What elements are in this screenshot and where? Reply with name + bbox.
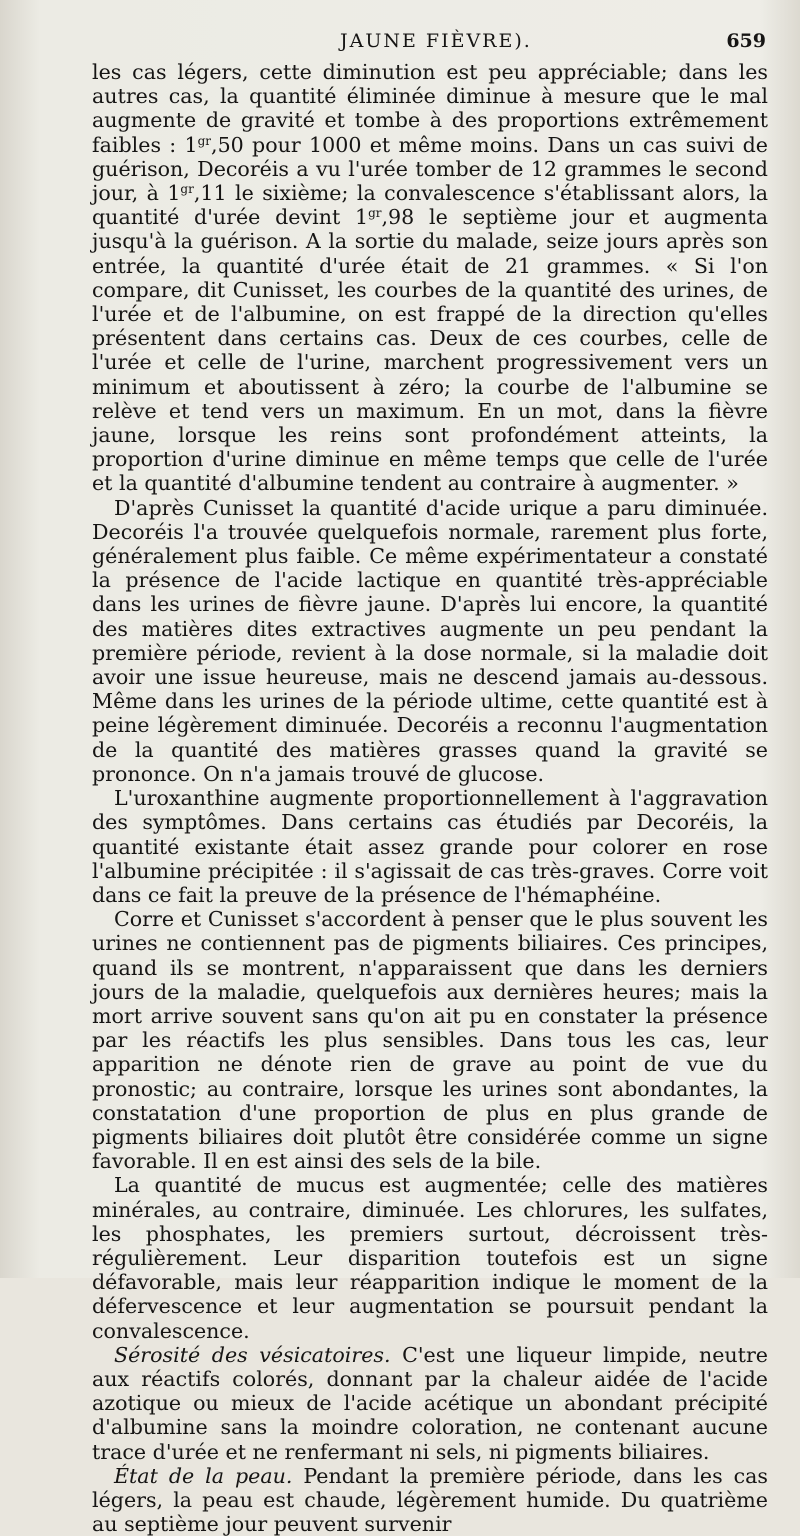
paragraph-1-part-c: ,11 le sixième; la convalescence s'établissant alors, la quantité d'urée devint 1 xyxy=(92,181,768,230)
paragraph-3: L'uroxanthine augmente proportionnellement à l'aggravation des symptômes. Dans certains cas étudiés par Decoréis, la quantité existante était assez grande pour colorer en rose l'albumine précipitée : il s'agissait de cas très-graves. Corre voit dans ce fait la preuve de la présence de l'hémaphéine. xyxy=(92,786,768,907)
body-text xyxy=(92,60,768,1536)
running-title: JAUNE FIÈVRE). xyxy=(340,30,532,52)
paragraph-7 xyxy=(92,1464,768,1536)
section-lead-etat-peau: État de la peau. xyxy=(114,1463,293,1488)
gram-superscript: gr xyxy=(197,133,212,148)
paragraph-6-text: C'est une liqueur limpide, neutre aux réactifs colorés, donnant par la chaleur aidée de l'acide azotique ou mieux de l'acide acétique un abondant précipité d'albumine sans la moindre coloration, ne contenant aucune trace d'urée et ne renfermant ni sels, ni pigments biliaires. xyxy=(92,1342,768,1464)
paragraph-7-text: Pendant la première période, dans les cas légers, la peau est chaude, légèrement humide. Du quatrième au septième jour peuvent survenir xyxy=(92,1463,769,1536)
paragraph-5: La quantité de mucus est augmentée; celle des matières minérales, au contraire, diminuée. Les chlorures, les sulfates, les phosphates, les premiers surtout, décroissent très-régulièrement. Leur disparition toutefois est un signe défavorable, mais leur réapparition indique le moment de la défervescence et leur augmentation se poursuit pendant la convalescence. xyxy=(92,1173,768,1343)
paragraph-6 xyxy=(92,1343,768,1464)
paragraph-1-part-d: ,98 le septième jour et augmenta jusqu'à la guérison. A la sortie du malade, seize jours après son entrée, la quantité d'urée était de 21 grammes. « Si l'on compare, dit Cunisset, les courbes de la quantité des urines, de l'urée et de l'albumine, on est frappé de la direction qu'elles présentent dans certains cas. Deux de ces courbes, celle de l'urée et celle de l'urine, marchent progressivement vers un minimum et aboutissent à zéro; la courbe de l'albumine se relève et tend vers un maximum. En un mot, dans la fièvre jaune, lorsque les reins sont profondément atteints, la proportion d'urine diminue en même temps que celle de l'urée et la quantité d'albumine tendent au contraire à augmenter. » xyxy=(92,205,768,496)
paragraph-1-part-b: ,50 pour 1000 et même moins. Dans un cas suivi de guérison, Decoréis a vu l'urée tomber de 12 grammes le second jour, à 1 xyxy=(92,132,768,206)
gram-superscript: gr xyxy=(180,182,194,197)
page-header xyxy=(0,30,800,58)
paragraph-4: Corre et Cunisset s'accordent à penser que le plus souvent les urines ne contiennent pas de pigments biliaires. Ces principes, quand ils se montrent, n'apparaissent que dans les derniers jours de la maladie, quelquefois aux dernières heures; mais la mort arrive souvent sans qu'on ait pu en constater la présence par les réactifs les plus sensibles. Dans tous les cas, leur apparition ne dénote rien de grave au point de vue du pronostic; au contraire, lorsque les urines sont abondantes, la constatation d'une proportion de plus en plus grande de pigments biliaires doit plutôt être considérée comme un signe favorable. Il en est ainsi des sels de la bile. xyxy=(92,907,768,1174)
gram-superscript: gr xyxy=(368,206,382,221)
page-number: 659 xyxy=(726,30,766,52)
paragraph-2: D'après Cunisset la quantité d'acide urique a paru diminuée. Decoréis l'a trouvée quelquefois normale, rarement plus forte, généralement plus faible. Ce même expérimentateur a constaté la présence de l'acide lactique en quantité très-appréciable dans les urines de fièvre jaune. D'après lui encore, la quantité des matières dites extractives augmente un peu pendant la première période, revient à la dose normale, si la maladie doit avoir une issue heureuse, mais ne descend jamais au-dessous. Même dans les urines de la période ultime, cette quantité est à peine légèrement diminuée. Decoréis a reconnu l'augmentation de la quantité des matières grasses quand la gravité se prononce. On n'a jamais trouvé de glucose. xyxy=(92,495,768,786)
section-lead-serosite: Sérosité des vésicatoires. xyxy=(114,1342,391,1367)
paragraph-1 xyxy=(92,60,768,496)
paragraph-1-part-a: les cas légers, cette diminution est peu appréciable; dans les autres cas, la quantité éliminée diminue à mesure que le mal augmente de gravité et tombe à des proportions extrêmement faibles : 1 xyxy=(92,60,768,157)
